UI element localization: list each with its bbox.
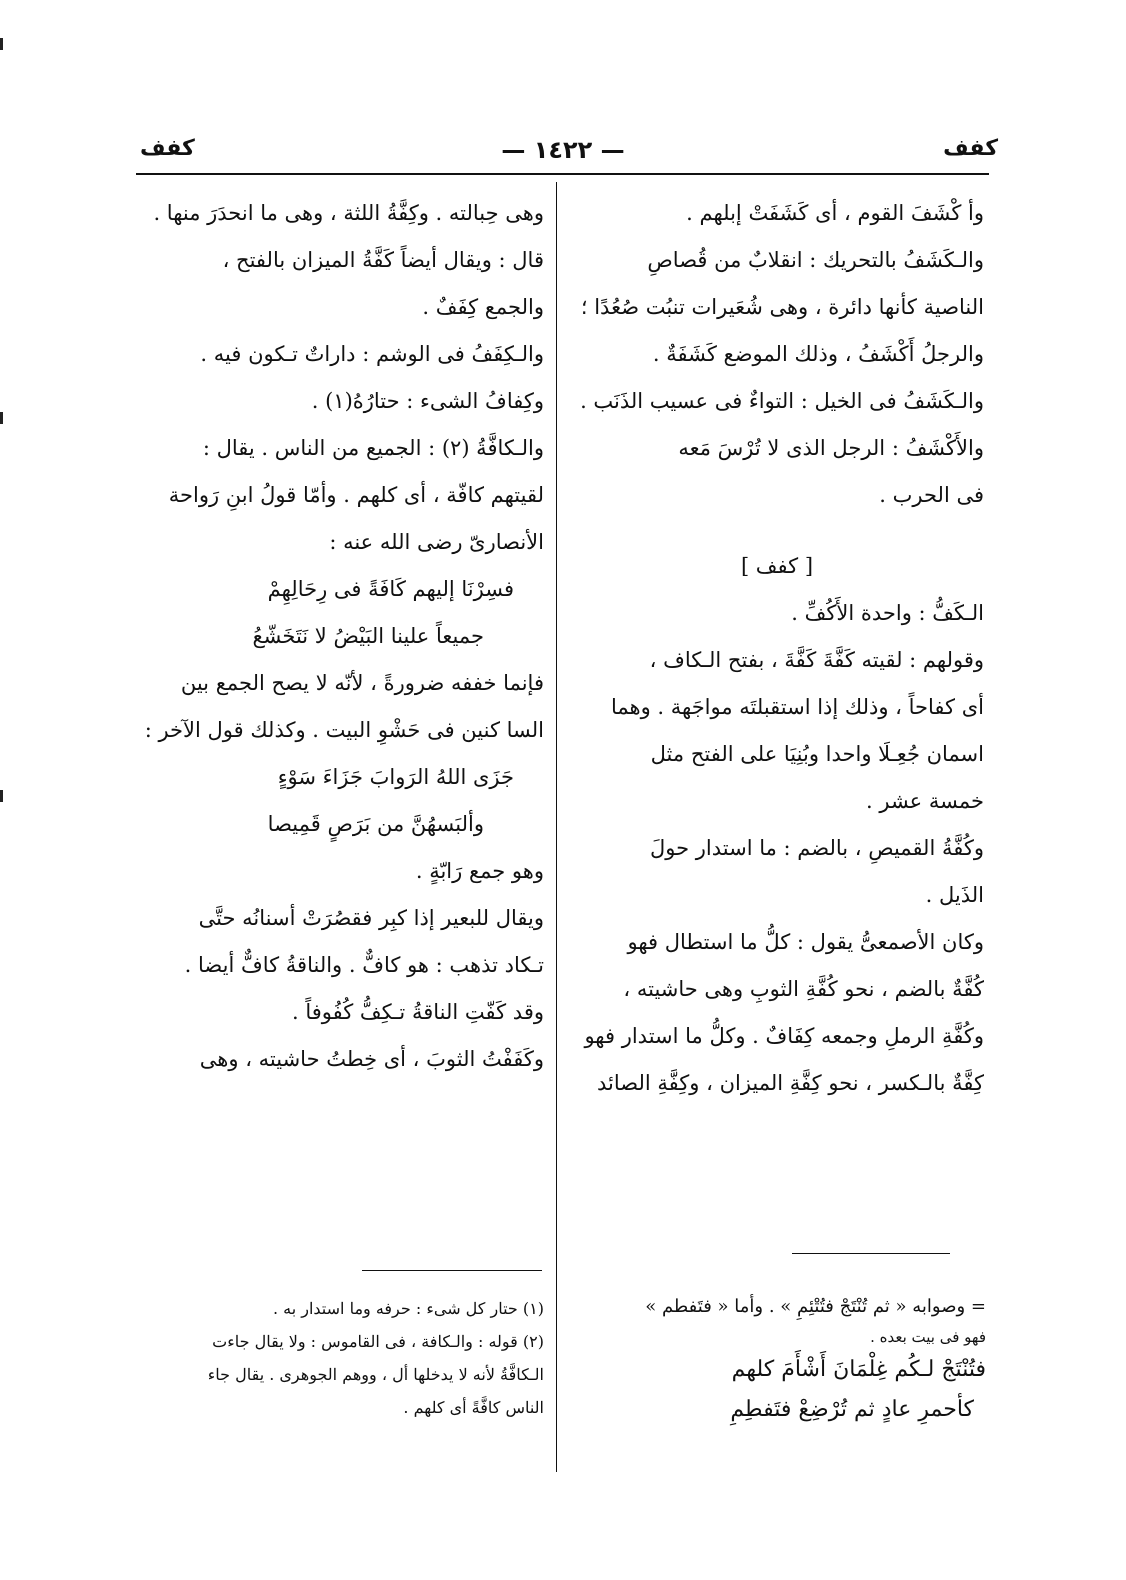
text-line: والرجلُ أَكْشَفُ ، وذلك الموضع كَشَفَةٌ . (652, 342, 984, 366)
verse-line: جَزَى اللهُ الرَوابَ جَزَاءَ سَوْءٍ (277, 765, 514, 789)
footnote-rule (792, 1253, 950, 1254)
text-line: والـكَشَفُ بالتحريك : انقلابٌ من قُصاصِ (647, 248, 984, 272)
footnote-rule (362, 1270, 542, 1271)
text-line: لقيتهم كافّة ، أى كلهم . وأمّا قولُ ابنِ رَواحة (168, 483, 544, 507)
text-line: والأَكْشَفُ : الرجل الذى لا تُرْسَ مَعه (678, 436, 984, 460)
text-line: والـكافَّةُ (٢) : الجميع من الناس . يقال : (202, 436, 544, 460)
footnote-line: = وصوابه « ثم تُنْتَجْ فتُتْئِمِ » . وأما « فتَفطم » (645, 1296, 986, 1317)
text-line: وهو جمع رَابّةٍ . (415, 859, 544, 883)
text-line: فى الحرب . (879, 483, 984, 507)
footnotes-right (566, 1290, 986, 1430)
scan-edge-mark (0, 412, 3, 424)
footnote-verse: فتُنْتَجْ لـكُم غِلْمَانَ أَشْأَمَ كلهم (731, 1357, 986, 1382)
verse-line: فسِرْنَا إليهم كَافَةً فى رِحَالِهِمْ (267, 577, 514, 601)
verse-line: جميعاً علينا البَيْضُ لا نَتَخَشّعُ (252, 624, 484, 648)
footnote-line: الناس كافَّةً أى كلهم . (403, 1398, 544, 1417)
text-line: وقد كَفّتِ الناقةُ تـكِفُّ كُفُوفاً . (292, 1000, 544, 1024)
scan-edge-mark (0, 790, 3, 802)
text-line: وكَفَفْتُ الثوبَ ، أى خِطتُ حاشيته ، وهى (199, 1047, 544, 1071)
text-line: وكُفَّةُ القميصِ ، بالضم : ما استدار حولَ (650, 836, 984, 860)
text-line: وكِفافُ الشىء : حتارُهُ(١) . (311, 389, 544, 413)
scan-edge-mark (0, 38, 3, 50)
footnote-line: فهو فى بيت بعده . (870, 1328, 986, 1346)
text-line: وقولهم : لقيته كَفَّةَ كَفَّةَ ، بفتح الـكاف ، (649, 648, 984, 672)
text-line: السا كنين فى حَشْوِ البيت . وكذلك قول الآخر : (144, 718, 544, 742)
section-heading: [ كفف ] (740, 554, 814, 578)
text-line: فإنما خففه ضرورةً ، لأنّه لا يصح الجمع بين (180, 671, 544, 695)
text-line: وهى حِبالته . وكِفَّةُ اللثة ، وهى ما انحدَرَ منها . (153, 201, 544, 225)
text-line: أى كفاحاً ، وذلك إذا استقبلتَه مواجَهة . وهما (610, 695, 984, 719)
page-number: — ١٤٢٢ — (501, 136, 625, 164)
text-line: الـكَفُّ : واحدة الأَكُفِّ . (791, 601, 984, 625)
footnote-line: (١) حتار كل شىء : حرفه وما استدار به . (272, 1299, 544, 1318)
footnote-line: الـكافَّةُ لأنه لا يدخلها أل ، ووهم الجوهرى . يقال جاء (207, 1365, 544, 1384)
footnotes-left (140, 1292, 544, 1424)
text-line: الأنصارىّ رضى الله عنه : (329, 530, 544, 554)
text-line: كُفَّةٌ بالضم ، نحو كُفَّةِ الثوبِ وهى حاشيته ، (623, 977, 984, 1001)
text-line: وكُفَّةِ الرملِ وجمعه كِفَافٌ . وكلُّ ما استدار فهو (584, 1024, 984, 1048)
left-column (140, 190, 544, 1083)
text-line: الذَيل . (925, 883, 984, 907)
text-line: الناصية كأنها دائرة ، وهى شُعَيرات تنبُت صُعُدًا ؛ (580, 295, 984, 319)
text-line: كِفَّةٌ بالـكسر ، نحو كِفَّةِ الميزان ، وكِفَّةِ الصائد (597, 1071, 984, 1095)
text-line: وكان الأصمعىُّ يقول : كلُّ ما استطال فهو (627, 930, 984, 954)
header-entry-left: كفف (140, 136, 195, 161)
header-entry-right: كفف (943, 136, 998, 161)
text-line: خمسة عشر . (866, 789, 984, 813)
text-line: تـكاد تذهب : هو كافٌّ . والناقةُ كافٌّ أيضا . (184, 953, 544, 977)
text-line: وأ كْشَفَ القوم ، أى كَشَفَتْ إبلهم . (686, 201, 984, 225)
text-line: ويقال للبعير إذا كبِر فقصُرَتْ أسنانُه حتَّى (198, 906, 544, 930)
footnote-line: (٢) قوله : والـكافة ، فى القاموس : ولا يقال جاءت (212, 1332, 544, 1351)
header-rule (136, 173, 989, 175)
right-column (570, 190, 984, 1107)
text-line: اسمان جُعِـلَا واحدا وبُنِيَا على الفتح مثل (650, 742, 984, 766)
text-line: قال : ويقال أيضاً كَفَّةُ الميزان بالفتح ، (222, 248, 544, 272)
text-line: والـكِفَفُ فى الوشم : داراتٌ تـكون فيه . (200, 342, 544, 366)
text-line: والـكَشَفُ فى الخيل : التواءٌ فى عسيب الذَنَب . (580, 389, 984, 413)
text-line: والجمع كِفَفٌ . (422, 295, 544, 319)
column-divider (556, 182, 557, 1472)
verse-line: وألبَسهُنَّ من بَرَصٍ قَمِيصا (267, 812, 484, 836)
footnote-verse: كأحمرِ عادٍ ثم تُرْضِعْ فتَفطِمِ (730, 1397, 974, 1422)
